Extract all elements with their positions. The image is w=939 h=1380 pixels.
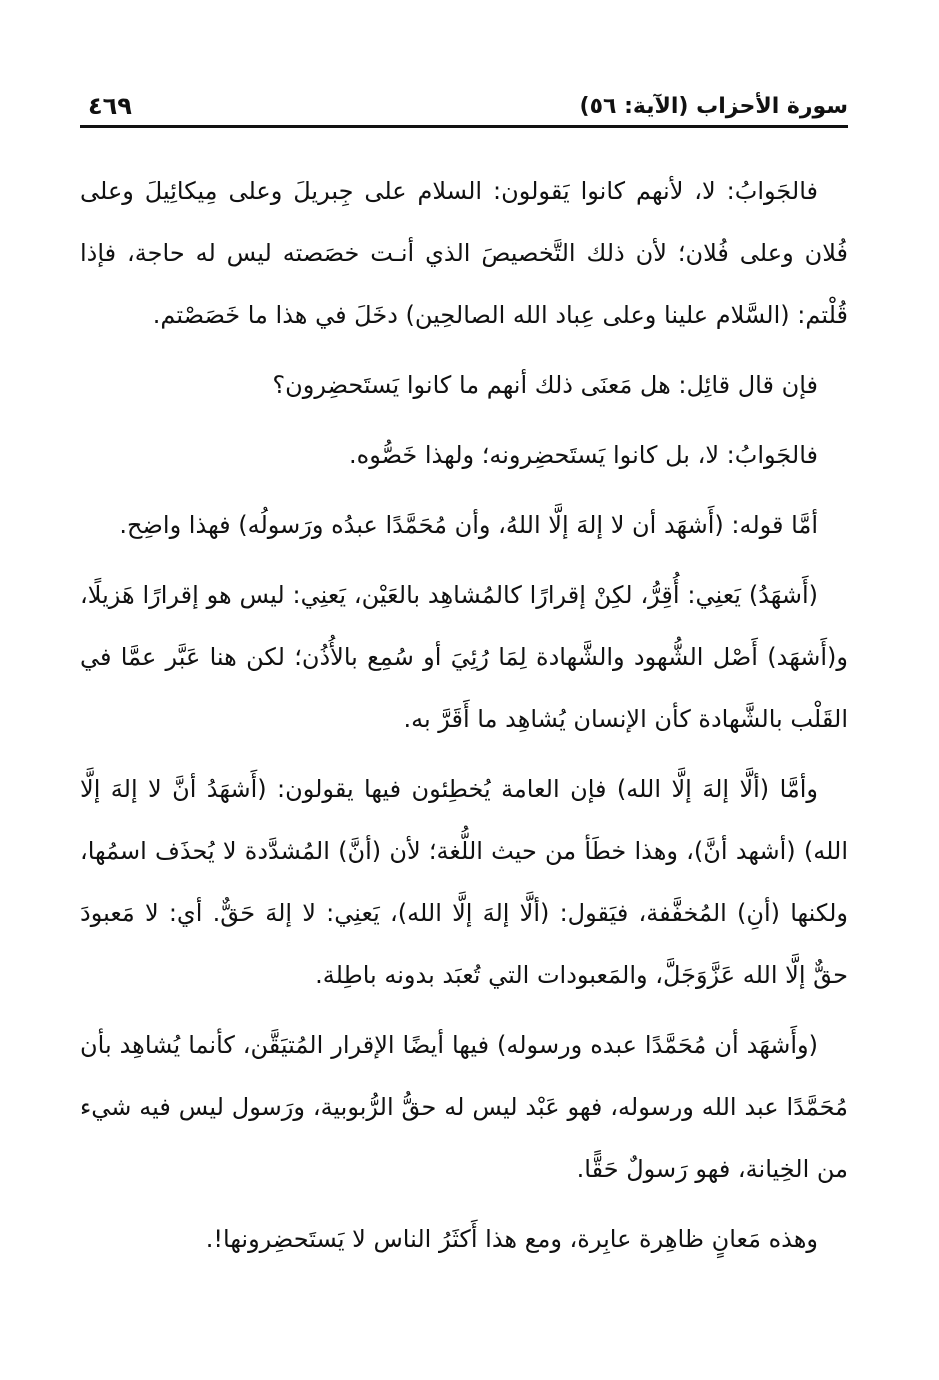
paragraph: وهذه مَعانٍ ظاهِرة عابِرة، ومع هذا أَكثَرُ الناس لا يَستَحضِرونها!. bbox=[205, 1225, 818, 1253]
paragraph: (أَشهَدُ) يَعنِي: أُقِرُّ، لكِنْ إقرارًا كالمُشاهِد بالعَيْن، يَعنِي: ليس هو إقرارًا هَزيلًا، و(أَشهَد) أَصْل الشُّهود والشَّهادة لِمَا رُئِيَ أو سُمِع بالأُذُن؛ لكن هنا عَبَّر عمَّا في القَلْب بالشَّهادة كأن الإنسان يُشاهِد ما أَقَرَّ به. bbox=[80, 581, 848, 733]
page-body bbox=[80, 160, 848, 1278]
paragraph: فالجَوابُ: لا، بل كانوا يَستَحضِرونه؛ ولهذا خَصُّوه. bbox=[348, 441, 818, 469]
page-header bbox=[80, 88, 848, 128]
paragraph: وأمَّا (ألَّا إلهَ إلَّا الله) فإن العامة يُخطِئون فيها يقولون: (أَشهَدُ أنَّ لا إلهَ إلَّا الله) (أشهد أنَّ)، وهذا خطَأ من حيث اللُّغة؛ لأن (أنَّ) المُشدَّدة لا يُحذَف اسمُها، ولكنها (أنِ) المُخفَّفة، فيَقول: (ألَّا إلهَ إلَّا الله)، يَعنِي: لا إلهَ حَقٌّ. أي: لا مَعبودَ حقٌّ إلَّا الله عَزَّوَجَلَّ، والمَعبودات التي تُعبَد بدونه باطِلة. bbox=[80, 775, 848, 989]
paragraph: أمَّا قوله: (أَشهَد أن لا إلهَ إلَّا اللهُ، وأن مُحَمَّدًا عبدُه ورَسولُه) فهذا واضِح. bbox=[119, 511, 818, 539]
page-number: ٤٦٩ bbox=[88, 92, 132, 120]
paragraph: (وأَشهَد أن مُحَمَّدًا عبده ورسوله) فيها أيضًا الإقرار المُتيَقَّن، كأنما يُشاهِد بأن مُحَمَّدًا عبد الله ورسوله، فهو عَبْد ليس له حقُّ الرُّبوبية، ورَسول ليس فيه شيء من الخِيانة، فهو رَسولٌ حَقًّا. bbox=[80, 1031, 848, 1183]
header-divider bbox=[80, 125, 848, 128]
surah-title: سورة الأحزاب (الآية: ٥٦) bbox=[579, 94, 848, 119]
paragraph: فإن قال قائِل: هل مَعنَى ذلك أنهم ما كانوا يَستَحضِرون؟ bbox=[272, 371, 818, 399]
paragraph: فالجَوابُ: لا، لأنهم كانوا يَقولون: السلام على جِبريلَ وعلى مِيكائِيلَ وعلى فُلان وعلى فُلان؛ لأن ذلك التَّخصيصَ الذي أنـت خصَصته ليس له حاجة، فإذا قُلْتم: (السَّلام علينا وعلى عِباد الله الصالحِين) دخَلَ في هذا ما خَصَصْتم. bbox=[80, 177, 848, 329]
